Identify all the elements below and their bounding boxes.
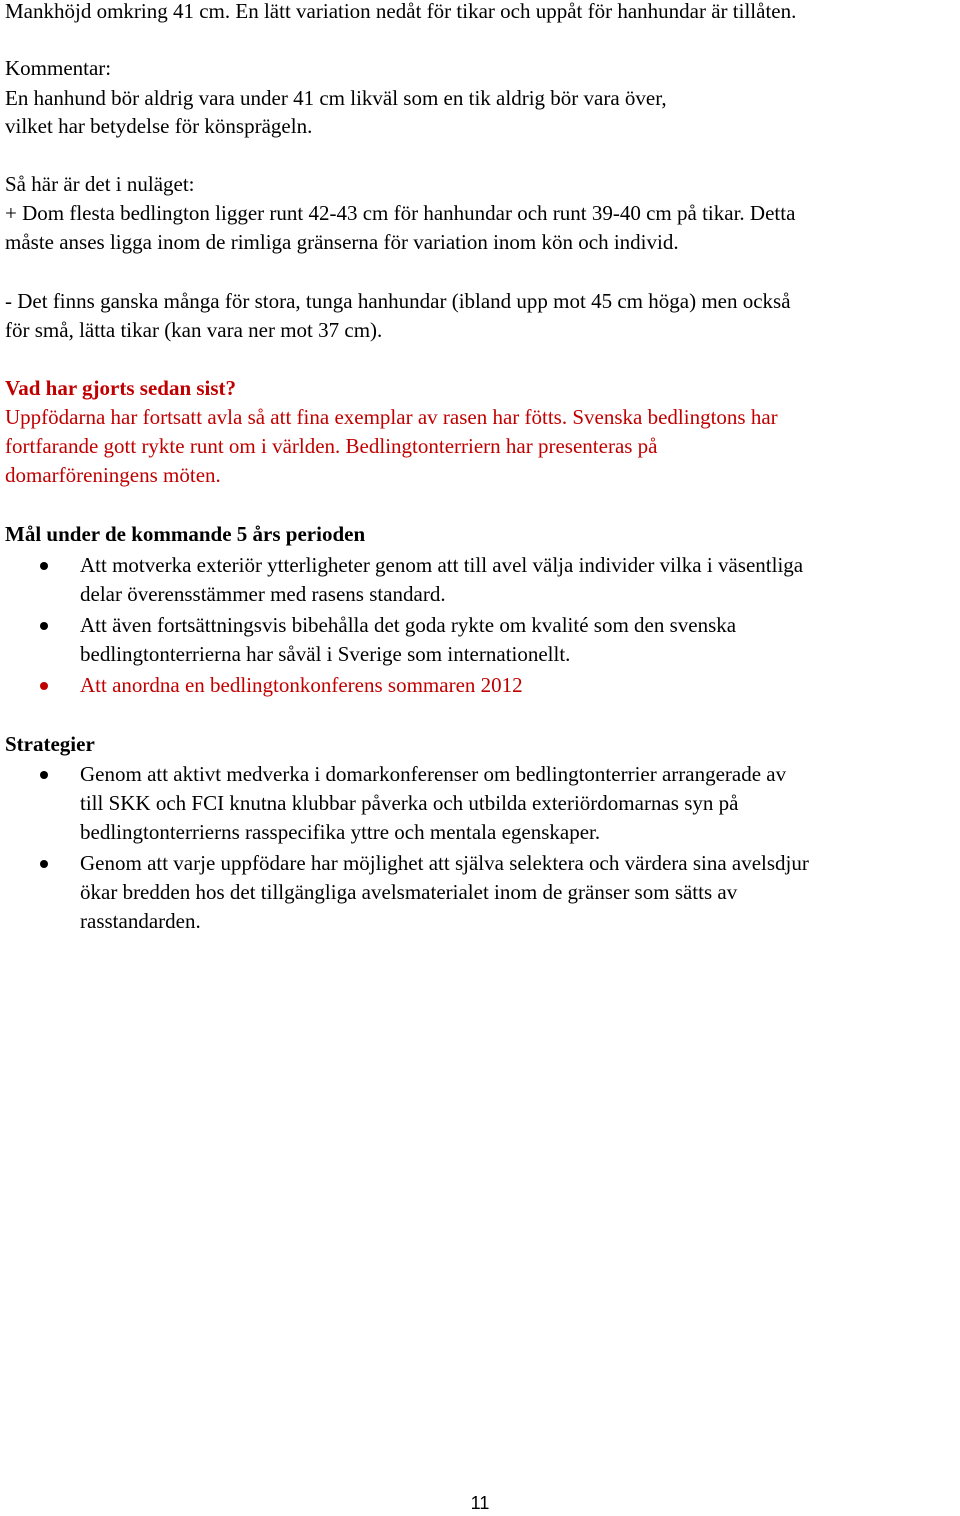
current-status-line: måste anses ligga inom de rimliga gränserna för variation inom kön och individ.: [5, 230, 679, 254]
bullet-icon: [40, 682, 48, 690]
strategy-item-line: Genom att varje uppfödare har möjlighet att själva selektera och värdera sina avelsdjur: [80, 851, 809, 875]
current-status-label: Så här är det i nuläget:: [5, 172, 195, 196]
strategy-item-line: Genom att aktivt medverka i domarkonferenser om bedlingtonterrier arrangerade av: [80, 762, 787, 786]
goal-item-line: delar överensstämmer med rasens standard.: [80, 582, 446, 606]
strategy-item-line: rasstandarden.: [80, 909, 201, 933]
goals-heading: Mål under de kommande 5 års perioden: [5, 522, 366, 546]
bullet-icon: [40, 622, 48, 630]
size-note-line: för små, lätta tikar (kan vara ner mot 37 cm).: [5, 318, 383, 342]
paragraph-height: Mankhöjd omkring 41 cm. En lätt variation nedåt för tikar och uppåt för hanhundar är tillåten.: [5, 0, 797, 23]
size-note-line: - Det finns ganska många för stora, tunga hanhundar (ibland upp mot 45 cm höga) men också: [5, 289, 791, 313]
goal-item-line: Att motverka exteriör ytterligheter genom att till avel välja individer vilka i väsentliga: [80, 553, 804, 577]
strategy-item-line: till SKK och FCI knutna klubbar påverka och utbilda exteriördomarnas syn på: [80, 791, 739, 815]
strategies-heading: Strategier: [5, 732, 95, 756]
bullet-icon: [40, 771, 48, 779]
progress-line: Uppfödarna har fortsatt avla så att fina exemplar av rasen har fötts. Svenska bedlingtons har: [5, 405, 778, 429]
strategy-item-line: ökar bredden hos det tillgängliga avelsmaterialet inom de gränser som sätts av: [80, 880, 738, 904]
goal-item-line: bedlingtonterrierna har såväl i Sverige som internationellt.: [80, 642, 571, 666]
strategy-item-line: bedlingtonterrierns rasspecifika yttre och mentala egenskaper.: [80, 820, 601, 844]
goal-item-line: Att även fortsättningsvis bibehålla det goda rykte om kvalité som den svenska: [80, 613, 737, 637]
progress-line: fortfarande gott rykte runt om i världen. Bedlingtonterriern har presenteras på: [5, 434, 658, 458]
bullet-icon: [40, 562, 48, 570]
goal-item-line: Att anordna en bedlingtonkonferens sommaren 2012: [80, 673, 523, 697]
progress-heading: Vad har gjorts sedan sist?: [5, 376, 237, 400]
comment-line: En hanhund bör aldrig vara under 41 cm likväl som en tik aldrig bör vara över,: [5, 86, 667, 110]
bullet-icon: [40, 860, 48, 868]
comment-line: vilket har betydelse för könsprägeln.: [5, 114, 313, 138]
page-number: 11: [470, 1493, 490, 1513]
current-status-line: + Dom flesta bedlington ligger runt 42-43 cm för hanhundar och runt 39-40 cm på tikar. Detta: [5, 201, 796, 225]
comment-label: Kommentar:: [5, 56, 112, 80]
progress-line: domarföreningens möten.: [5, 463, 221, 487]
